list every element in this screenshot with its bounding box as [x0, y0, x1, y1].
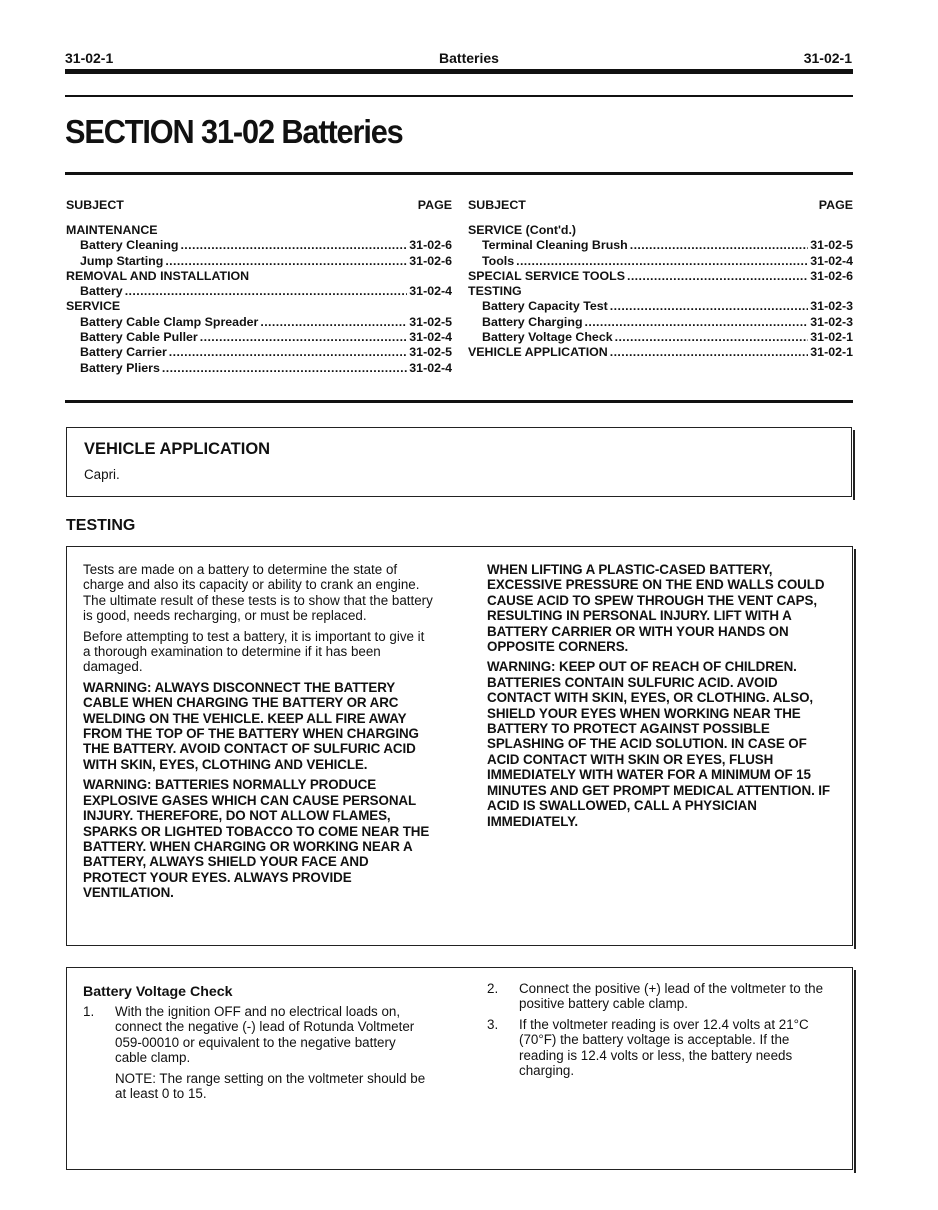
toc-entry-page: 31-02-5	[409, 345, 452, 360]
toc-entry-label: Battery Pliers	[80, 360, 160, 375]
voltage-check-right-column	[487, 981, 835, 1083]
toc-leader-dots	[585, 315, 809, 330]
header-left: 31-02-1	[65, 50, 114, 66]
toc-entry-label: SERVICE (Cont'd.)	[468, 223, 577, 237]
voltage-check-box	[66, 967, 853, 1170]
step-body	[519, 1017, 835, 1079]
toc-entry-label: MAINTENANCE	[66, 223, 158, 237]
toc-leader-dots	[615, 330, 809, 345]
toc-left-list	[66, 223, 452, 376]
step-text: If the voltmeter reading is over 12.4 volts at 21°C (70°F) the battery voltage is acceptable. If the reading is 12.4 volts or less, the battery needs charging.	[519, 1016, 809, 1079]
toc-entry-label: Battery Voltage Check	[482, 330, 613, 345]
step-body	[519, 981, 835, 1012]
toc-leader-dots	[610, 299, 808, 314]
toc-entry-label: Battery Capacity Test	[482, 299, 608, 314]
toc-leader-dots	[165, 254, 407, 269]
toc-entry	[66, 238, 452, 253]
testing-box	[66, 546, 853, 946]
procedure-step	[487, 1017, 835, 1079]
toc-entry-page: 31-02-3	[810, 299, 853, 314]
toc-entry-label: Terminal Cleaning Brush	[482, 238, 628, 253]
toc-entry-page: 31-02-6	[409, 238, 452, 253]
toc-entry-label: Battery Cable Puller	[80, 330, 198, 345]
toc-entry-page: 31-02-5	[810, 238, 853, 253]
toc-entry-label: Battery Carrier	[80, 345, 167, 360]
voltage-check-left-column	[83, 1004, 428, 1106]
toc-leader-dots	[516, 254, 808, 269]
step-note: NOTE: The range setting on the voltmeter should be at least 0 to 15.	[115, 1070, 426, 1102]
toc-leader-dots	[630, 238, 809, 253]
body-paragraph: Tests are made on a battery to determine the state of charge and also its capacity or ability to crank an engine. The ultimate result of these tests is to show that the battery is good, needs recharging, or must be replaced.	[83, 562, 433, 624]
toc-right-header	[468, 198, 853, 213]
header-center: Batteries	[439, 50, 499, 66]
toc-entry-page: 31-02-3	[810, 314, 853, 329]
step-number: 3.	[487, 1016, 499, 1032]
toc-entry-label: VEHICLE APPLICATION	[468, 345, 608, 360]
toc-entry-label: Jump Starting	[80, 253, 164, 268]
vehicle-application-title: VEHICLE APPLICATION	[84, 440, 271, 458]
toc-entry	[468, 254, 853, 269]
toc-entry-page: 31-02-6	[810, 268, 853, 283]
toc-entry	[468, 223, 853, 238]
toc-page-label: PAGE	[818, 198, 853, 212]
toc-leader-dots	[260, 315, 407, 330]
toc-entry	[66, 345, 452, 360]
toc-entry-page: 31-02-4	[409, 330, 452, 345]
procedure-step	[83, 1004, 428, 1101]
toc-entry	[66, 223, 452, 238]
toc-rule	[65, 400, 853, 403]
vehicle-application-text: Capri.	[84, 467, 120, 482]
toc-entry	[468, 284, 853, 299]
section-title: SECTION 31-02 Batteries	[65, 113, 403, 150]
toc-entry-page: 31-02-4	[810, 253, 853, 268]
voltage-check-title: Battery Voltage Check	[83, 984, 233, 1000]
toc-entry-page: 31-02-5	[409, 314, 452, 329]
toc-entry	[468, 299, 853, 314]
toc-entry-page: 31-02-1	[810, 330, 853, 345]
warning-paragraph: WARNING: KEEP OUT OF REACH OF CHILDREN. BATTERIES CONTAIN SULFURIC ACID. AVOID CONTACT WITH SKIN, EYES, OR CLOTHING. ALSO, SHIELD YOUR EYES WHEN WORKING NEAR THE BATTERY TO PROTECT AGAINST POSSIBLE SPLASHING OF THE ACID SOLUTION. IN CASE OF ACID CONTACT WITH SKIN OR EYES, FLUSH IMMEDIATELY WITH WATER FOR A MINIMUM OF 15 MINUTES AND GET PROMPT MEDICAL ATTENTION. IF ACID IS SWALLOWED, CALL A PHYSICIAN IMMEDIATELY.	[487, 659, 831, 829]
toc-entry	[468, 330, 853, 345]
title-rule	[65, 172, 853, 175]
testing-title: TESTING	[66, 517, 136, 534]
toc-leader-dots	[162, 361, 407, 376]
toc-entry-label: SPECIAL SERVICE TOOLS	[468, 268, 625, 283]
toc-entry-label: Battery Cleaning	[80, 238, 179, 253]
toc-left-header	[66, 198, 452, 213]
toc-entry-page: 31-02-4	[409, 284, 452, 299]
toc-leader-dots	[610, 345, 809, 360]
procedure-step	[487, 981, 835, 1012]
warning-paragraph: WARNING: ALWAYS DISCONNECT THE BATTERY CABLE WHEN CHARGING THE BATTERY OR ARC WELDING ON THE VEHICLE. KEEP ALL FIRE AWAY FROM THE TOP OF THE BATTERY WHEN CHARGING THE BATTERY. AVOID CONTACT OF SULFURIC ACID WITH SKIN, EYES, CLOTHING AND VEHICLE.	[83, 679, 419, 772]
toc-leader-dots	[125, 284, 408, 299]
toc-leader-dots	[180, 238, 407, 253]
testing-left-column	[83, 562, 433, 906]
toc-entry	[66, 361, 452, 376]
toc-page-label: PAGE	[417, 198, 452, 212]
toc-left-column	[66, 198, 452, 376]
toc-entry-label: Tools	[482, 253, 515, 268]
warning-paragraph: WARNING: BATTERIES NORMALLY PRODUCE EXPLOSIVE GASES WHICH CAN CAUSE PERSONAL INJURY. THEREFORE, DO NOT ALLOW FLAMES, SPARKS OR LIGHTED TOBACCO TO COME NEAR THE BATTERY. WHEN CHARGING OR WORKING NEAR A BATTERY, ALWAYS SHIELD YOUR FACE AND PROTECT YOUR EYES. ALWAYS PROVIDE VENTILATION.	[83, 777, 430, 901]
toc-entry	[468, 269, 853, 284]
toc-leader-dots	[169, 345, 408, 360]
toc-leader-dots	[200, 330, 408, 345]
toc-subject-label: SUBJECT	[468, 198, 526, 212]
warning-paragraph: WHEN LIFTING A PLASTIC-CASED BATTERY, EXCESSIVE PRESSURE ON THE END WALLS COULD CAUSE ACID TO SPEW THROUGH THE VENT CAPS, RESULTING IN PERSONAL INJURY. LIFT WITH A BATTERY CARRIER OR WITH YOUR HANDS ON OPPOSITE CORNERS.	[487, 562, 825, 655]
toc-leader-dots	[627, 269, 808, 284]
step-number: 1.	[83, 1004, 95, 1019]
toc-right-column	[468, 198, 853, 361]
header-rule-thin	[65, 95, 853, 97]
toc-entry-page: 31-02-4	[409, 360, 452, 375]
toc-entry	[66, 284, 452, 299]
testing-right-column	[487, 562, 837, 834]
toc-entry-label: Battery Cable Clamp Spreader	[80, 314, 259, 329]
toc-entry-label: Battery	[80, 284, 123, 299]
toc-entry	[66, 330, 452, 345]
header-rule-thick	[65, 69, 853, 74]
vehicle-application-box	[66, 427, 852, 497]
header-right: 31-02-1	[803, 50, 852, 66]
body-paragraph: Before attempting to test a battery, it is important to give it a thorough examination to determine if it has been damaged.	[83, 628, 425, 675]
toc-entry-label: REMOVAL AND INSTALLATION	[66, 268, 250, 283]
toc-entry-label: TESTING	[468, 284, 522, 299]
toc-entry	[66, 315, 452, 330]
toc-entry	[66, 269, 452, 284]
toc-entry	[468, 345, 853, 360]
step-text: Connect the positive (+) lead of the voltmeter to the positive battery cable clamp.	[519, 981, 824, 1012]
toc-entry	[66, 254, 452, 269]
toc-right-list	[468, 223, 853, 361]
toc-entry-label: SERVICE	[66, 299, 121, 314]
toc-entry-page: 31-02-6	[409, 253, 452, 268]
step-number: 2.	[487, 981, 499, 996]
toc-entry	[66, 299, 452, 314]
toc-entry-label: Battery Charging	[482, 314, 583, 329]
step-text: With the ignition OFF and no electrical loads on, connect the negative (-) lead of Rotunda Voltmeter 059-00010 or equivalent to the negative battery cable clamp.	[115, 1004, 415, 1066]
toc-entry-page: 31-02-1	[810, 345, 853, 360]
toc-entry	[468, 238, 853, 253]
toc-subject-label: SUBJECT	[66, 198, 124, 212]
step-body	[115, 1004, 428, 1101]
toc-entry	[468, 315, 853, 330]
